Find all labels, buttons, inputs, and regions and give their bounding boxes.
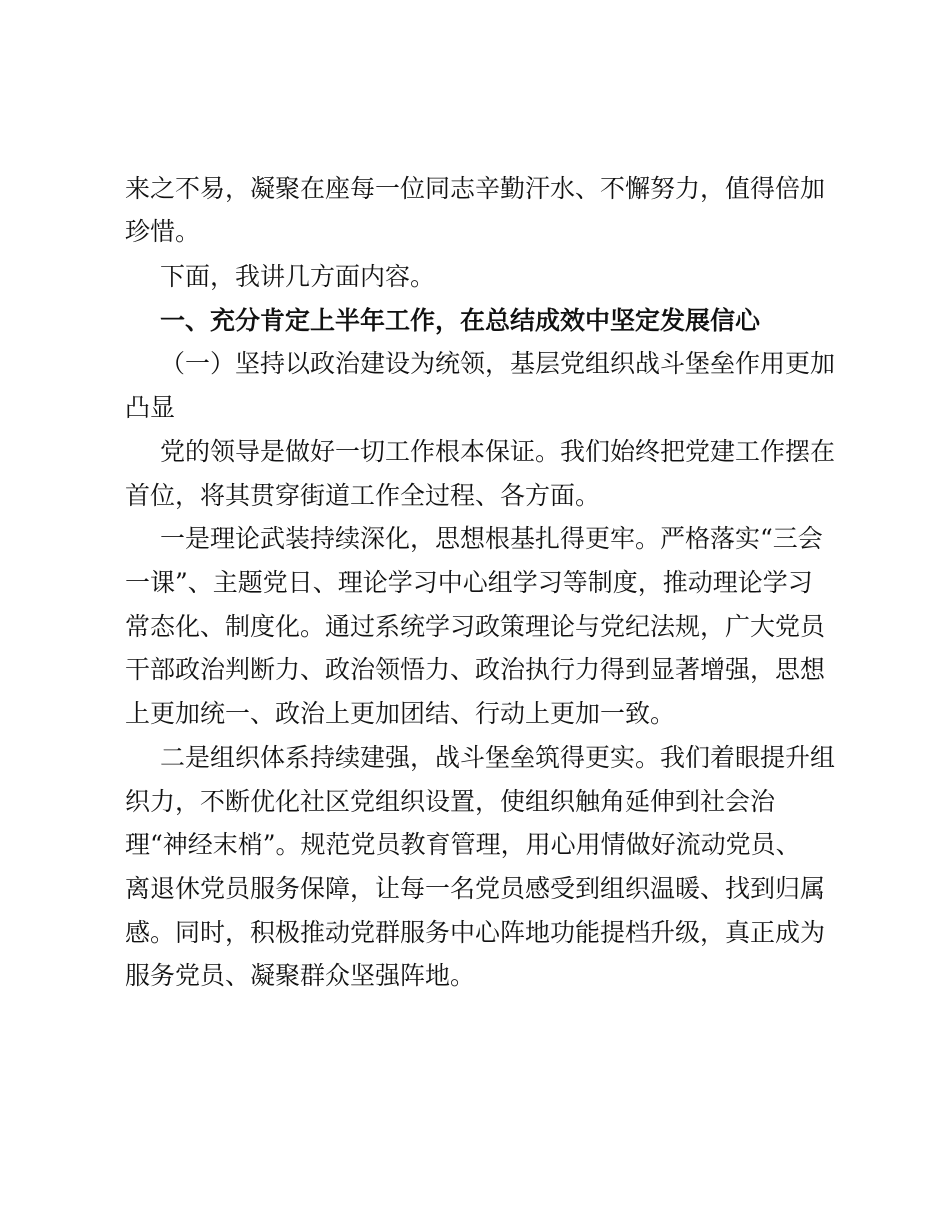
body-text-line: 一课”、主题党日、理论学习中心组学习等制度，推动理论学习 xyxy=(125,568,813,597)
subsection-heading: （一）坚持以政治建设为统领，基层党组织战斗堡垒作用更加 xyxy=(160,349,836,378)
body-text-line: 织力，不断优化社区党组织设置，使组织触角延伸到社会治 xyxy=(125,787,776,816)
body-text-line: 党的领导是做好一切工作根本保证。我们始终把党建工作摆在 xyxy=(160,437,836,466)
body-text-line: 二是组织体系持续建强，战斗堡垒筑得更实。我们着眼提升组 xyxy=(160,743,836,772)
body-text-line: 一是理论武装持续深化，思想根基扎得更牢。严格落实“三会 xyxy=(160,524,823,553)
body-text-line: 首位，将其贯穿街道工作全过程、各方面。 xyxy=(125,481,601,510)
body-text-line: 理“神经末梢”。规范党员教育管理，用心用情做好流动党员、 xyxy=(125,830,801,859)
body-text-line: 下面，我讲几方面内容。 xyxy=(160,262,436,291)
body-text-line: 珍惜。 xyxy=(125,217,201,246)
body-text-line: 上更加统一、政治上更加团结、行动上更加一致。 xyxy=(125,699,676,728)
body-text-line: 感。同时，积极推动党群服务中心阵地功能提档升级，真正成为 xyxy=(125,918,826,947)
body-text-line: 离退休党员服务保障，让每一名党员感受到组织温暖、找到归属 xyxy=(125,874,826,903)
body-text-line: 来之不易，凝聚在座每一位同志辛勤汗水、不懈努力，值得倍加 xyxy=(125,174,826,203)
subsection-heading: 凸显 xyxy=(125,393,176,422)
body-text-line: 常态化、制度化。通过系统学习政策理论与党纪法规，广大党员 xyxy=(125,612,826,641)
body-text-line: 服务党员、凝聚群众坚强阵地。 xyxy=(125,961,476,990)
body-text-line: 干部政治判断力、政治领悟力、政治执行力得到显著增强，思想 xyxy=(125,655,826,684)
section-heading: 一、充分肯定上半年工作，在总结成效中坚定发展信心 xyxy=(160,306,761,335)
